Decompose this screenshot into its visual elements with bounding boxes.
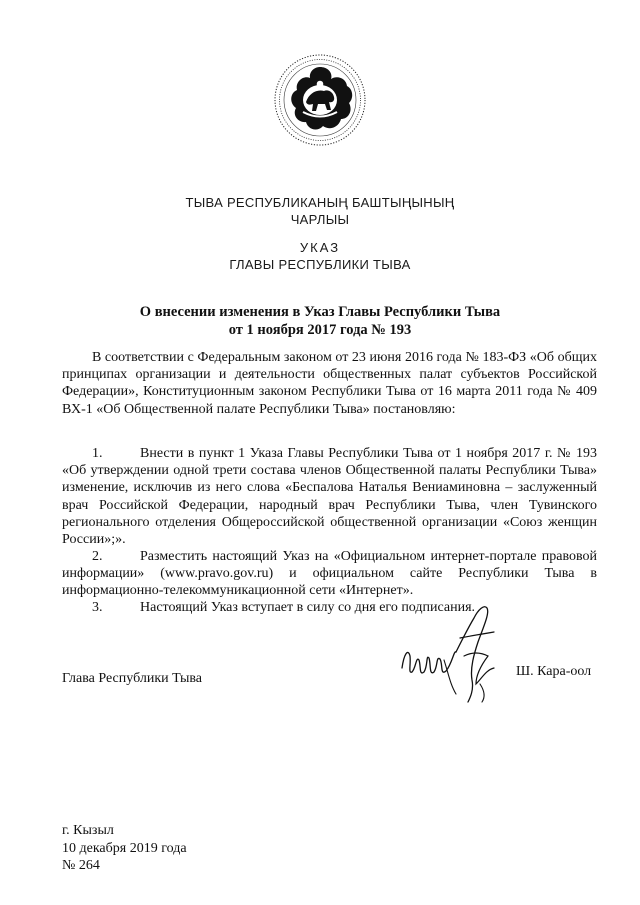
- handwritten-signature: [398, 598, 508, 708]
- header-head-of-republic: ГЛАВЫ РЕСПУБЛИКИ ТЫВА: [229, 257, 411, 272]
- issue-city: г. Кызыл: [62, 823, 114, 838]
- issue-date: 10 декабря 2019 года: [62, 840, 187, 856]
- item-number: 2.: [92, 549, 103, 564]
- list-item: [62, 445, 597, 548]
- item-text: Внести в пункт 1 Указа Главы Республики Тыва от 1 ноября 2017 г. № 193 «Об утверждении одной трети состава членов Общественной палаты Республики Тыва» изменение, исключив из него слова «Беспалова Наталья Вениаминовна – заслуженный врач Российской Федерации, народный врач Республики Тыва, член Тувинского регионального отделения Общероссийской общественной организации «Союз женщин России»;».: [62, 446, 597, 548]
- item-number: 3.: [92, 600, 103, 615]
- coat-of-arms-emblem: [273, 53, 367, 147]
- issue-place-date-number: [62, 822, 187, 875]
- title-line2: от 1 ноября 2017 года № 193: [228, 322, 412, 338]
- header-tuvan: [0, 194, 640, 228]
- list-item: [62, 599, 597, 616]
- signer-name: Ш. Кара-оол: [516, 664, 592, 679]
- header-ukaz: УКАЗ: [299, 240, 341, 255]
- header-tuvan-line2: ЧАРЛЫЫ: [290, 212, 350, 227]
- title-line1: О внесении изменения в Указ Главы Республики Тыва: [139, 304, 501, 320]
- signer-role: Глава Республики Тыва: [62, 671, 203, 686]
- intro-paragraph: В соответствии с Федеральным законом от 23 июня 2016 года № 183-ФЗ «Об общих принципах организации и деятельности общественных палат субъектов Российской Федерации», Конституционным законом Республики Тыва от 16 марта 2011 года № 409 ВХ-1 «Об Общественной палате Республики Тыва» постановляю:: [62, 350, 597, 417]
- header-tuvan-line1: ТЫВА РЕСПУБЛИКАНЫҢ БАШТЫҢЫНЫҢ: [185, 195, 455, 210]
- header-russian: [0, 239, 640, 273]
- list-item: [62, 548, 597, 600]
- document-title: [0, 303, 640, 339]
- decree-number: № 264: [62, 858, 100, 873]
- item-number: 1.: [92, 446, 103, 461]
- item-text: Разместить настоящий Указ на «Официальном интернет-портале правовой информации» (www.pravo.gov.ru) и официальном сайте Республики Тыва в информационно-телекоммуникационной сети «Интернет».: [62, 549, 597, 599]
- item-text: Настоящий Указ вступает в силу со дня его подписания.: [140, 600, 476, 615]
